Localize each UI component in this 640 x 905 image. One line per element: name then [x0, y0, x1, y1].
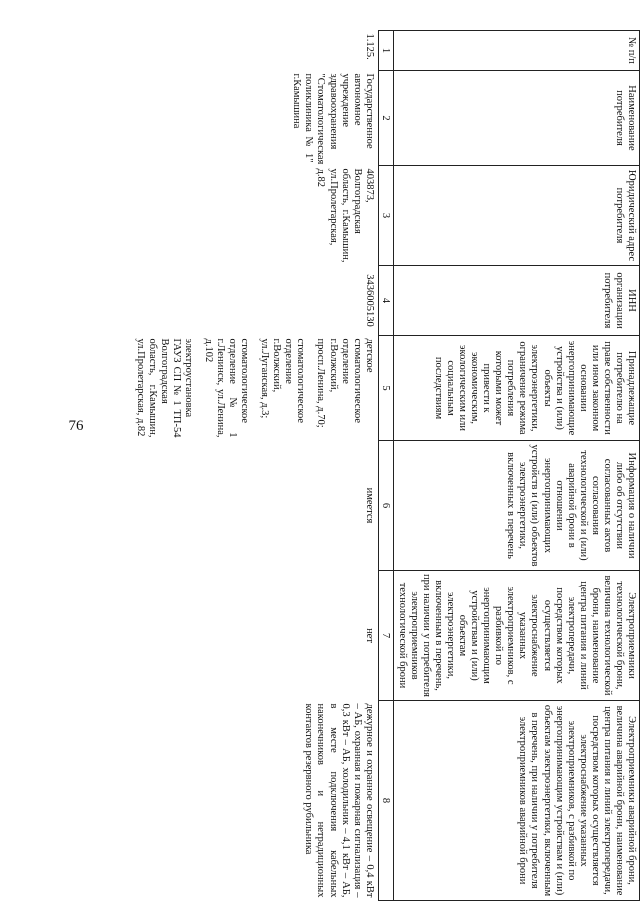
header-tech-reserve: Электроприемники технологической брони, величина технологической брони, наименование центра питания и линий электропередачи, посредством которых осуществляется электроснабжение указанных электроприемников, с разбивкой по энергопринимающим устройствам и (или) объектам электроэнергетики, включенным в перечень, при наличии у потребителя электроприемников технологической брони	[393, 571, 639, 701]
tech-reserve: нет	[363, 628, 375, 643]
column-number: 1	[378, 31, 393, 71]
header-row	[393, 31, 639, 901]
header-objects: Принадлежащие потребителю на праве собственности или ином законном основании энергопринимающие устройства и (или) объекты электроэнергетики, ограничение режима потребления которыми может привести к экономическим, экологическим или социальным последствиям	[393, 336, 639, 441]
column-number: 8	[378, 701, 393, 901]
agreements-status: имеется	[363, 487, 375, 524]
emergency-reserve: дежурное и охранное освещение – 0,4 кВт – АБ, охранная и пожарная сигнализация – 0,3 кВт – АБ, холодильник – 4,1 кВт – АБ, в месте подключения кабельных наконечников и нетрадиционных контактов резервного рубильника	[303, 703, 375, 898]
column-number: 4	[378, 266, 393, 336]
column-number: 5	[378, 336, 393, 441]
header-emergency-reserve: Электроприемники аварийной брони, величина аварийной брони, наименование центра питания и линий электропередачи, посредством которых осуществляется электроснабжение указанных электроприемников, с разбивкой по энергопринимающим устройствам и (или) объектам электроэнергетики, включенным в перечень, при наличии у потребителя электроприемников аварийной брони	[393, 701, 639, 901]
consumer-inn: 3436005130	[363, 274, 375, 327]
row-number: 1.125.	[363, 33, 375, 60]
object-item: детское стоматологическое отделение г.Волжский, просп.Ленина, д.70;	[315, 338, 375, 428]
consumer-table	[123, 30, 640, 901]
table-row	[123, 31, 379, 901]
header-name: Наименование потребителя	[393, 71, 639, 166]
header-address: Юридический адрес потребителя	[393, 166, 639, 266]
object-item: электроустановка ГАУЗ СП № 1 ТП-54 Волгоградская область, г.Камышин, ул.Пролетарская, д.82	[134, 338, 194, 438]
object-item: стоматологическое отделение № 1 г.Ленинск, ул.Ленина, д.102	[203, 338, 251, 438]
header-agreements: Информация о наличии либо об отсутствии согласованных актов согласования технологической и (или) аварийной брони в отношении энергопринимающих устройств и (или) объектов электроэнергетики, включенных в перечень	[393, 441, 639, 571]
consumer-objects	[123, 336, 379, 441]
consumer-address: 403873, Волгоградская область, г.Камышин, ул.Пролетарская, д.82	[315, 168, 375, 263]
rotated-table-sheet	[40, 30, 640, 900]
column-number-row	[378, 31, 393, 901]
page-number: 76	[68, 418, 84, 434]
column-number: 7	[378, 571, 393, 701]
column-number: 3	[378, 166, 393, 266]
header-num: № п/п	[393, 31, 639, 71]
header-inn: ИНН организации потребителя	[393, 266, 639, 336]
column-number: 2	[378, 71, 393, 166]
consumer-name: Государственное автономное учреждение здравоохранения "Стоматологическая поликлиника № 1" г.Камышина	[291, 73, 375, 165]
column-number: 6	[378, 441, 393, 571]
object-item: стоматологическое отделение г.Волжский, ул.Луганская, д.3;	[259, 338, 307, 424]
